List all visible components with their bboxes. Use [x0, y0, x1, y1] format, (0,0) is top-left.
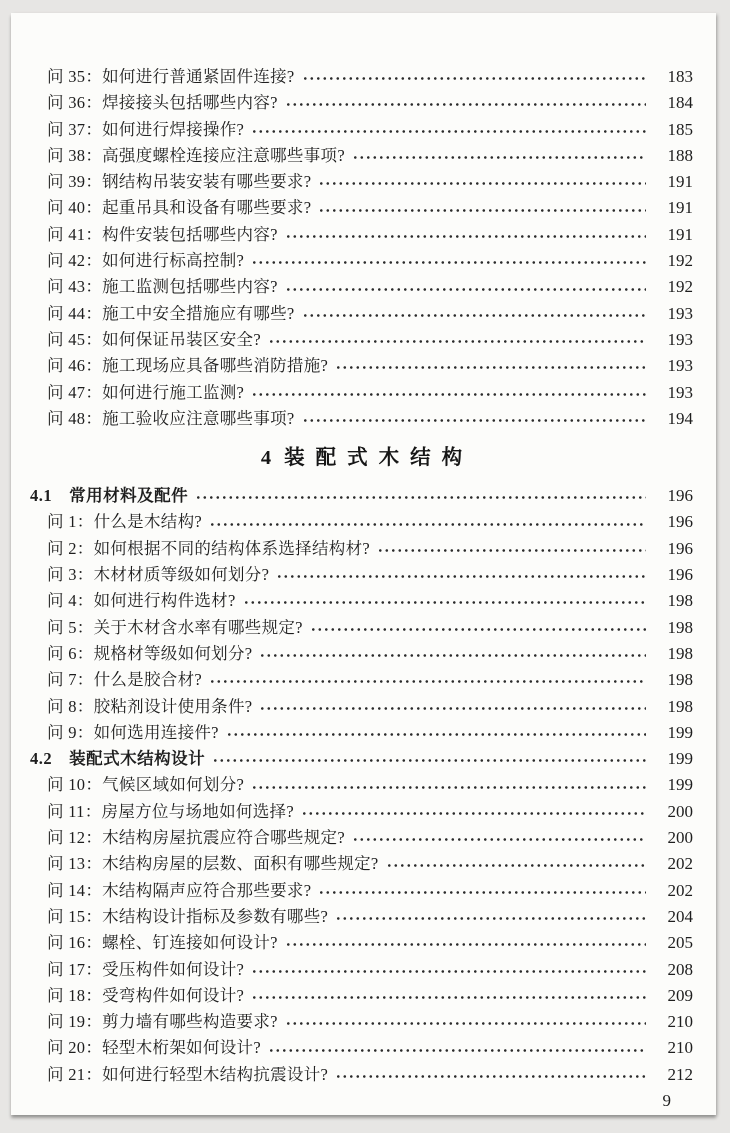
- toc-entry-page-number: 184: [667, 93, 693, 113]
- chapter-heading: [30, 445, 693, 471]
- toc-entry: [30, 851, 693, 877]
- toc-entry-label: 问 41：构件安装包括哪些内容?: [47, 224, 278, 244]
- toc-entry-page-number: 192: [667, 277, 693, 297]
- toc-entry: [30, 772, 693, 798]
- dot-leader: [253, 391, 646, 398]
- toc-entry-label: 问 4：如何进行构件选材?: [47, 591, 236, 611]
- dot-leader: [320, 207, 646, 214]
- toc-entry-label: 问 35：如何进行普通紧固件连接?: [47, 67, 295, 86]
- dot-leader: [354, 836, 646, 843]
- dot-leader: [312, 626, 646, 633]
- toc-entry-label: 问 9：如何选用连接件?: [47, 722, 219, 742]
- toc-entry: [30, 904, 693, 930]
- toc-entry-label: 问 46：施工现场应具备哪些消防措施?: [47, 356, 329, 376]
- toc-entry: [30, 1009, 693, 1035]
- toc-entry: [30, 825, 693, 851]
- toc-entry-label: 问 20：轻型木桁架如何设计?: [47, 1038, 261, 1058]
- dot-leader: [320, 889, 646, 896]
- toc-entry-label: 问 15：木结构设计指标及参数有哪些?: [47, 906, 329, 926]
- page-footer: [30, 1088, 693, 1114]
- toc-entry: [30, 930, 693, 956]
- toc-entry: [30, 588, 693, 614]
- chapter-title: 装配式木结构: [284, 447, 474, 470]
- dot-leader: [287, 1020, 646, 1027]
- toc-entry-page-number: 199: [667, 775, 693, 795]
- toc-entry: [30, 274, 693, 300]
- dot-leader: [287, 286, 646, 293]
- dot-leader: [287, 101, 646, 108]
- chapter-number: 4: [260, 447, 272, 470]
- dot-leader: [337, 915, 646, 922]
- toc-entry: [30, 799, 693, 825]
- toc-entry-page-number: 196: [667, 565, 693, 585]
- toc-entry-page-number: 185: [667, 119, 693, 139]
- toc-entry-label: 问 44：施工中安全措施应有哪些?: [47, 303, 295, 323]
- toc-entry-label: 问 2：如何根据不同的结构体系选择结构材?: [47, 538, 370, 558]
- toc-entry-label: 问 38：高强度螺栓连接应注意哪些事项?: [47, 145, 345, 165]
- toc-entry: [30, 222, 693, 248]
- toc-entry: [30, 483, 693, 509]
- toc-entry: [30, 117, 693, 143]
- toc-entry-label: 问 18：受弯构件如何设计?: [47, 985, 245, 1005]
- toc-entry-page-number: 193: [667, 356, 693, 376]
- toc-entry-page-number: 202: [667, 854, 693, 874]
- toc-entry-label: 问 40：起重吊具和设备有哪些要求?: [47, 198, 312, 218]
- dot-leader: [320, 180, 646, 187]
- toc-entry-label: 问 16：螺栓、钉连接如何设计?: [47, 933, 278, 953]
- dot-leader: [388, 862, 646, 869]
- toc-entry: [30, 90, 693, 116]
- dot-leader: [270, 1047, 646, 1054]
- dot-leader: [304, 312, 646, 319]
- dot-leader: [287, 941, 646, 948]
- toc-entry-label: 问 21：如何进行轻型木结构抗震设计?: [47, 1064, 329, 1084]
- toc-entry: [30, 301, 693, 327]
- toc-entry-page-number: 196: [667, 486, 693, 506]
- toc-entry: [30, 957, 693, 983]
- dot-leader: [304, 417, 646, 424]
- toc-entry-label: 问 14：木结构隔声应符合那些要求?: [47, 880, 312, 900]
- toc-entry-label: 问 37：如何进行焊接操作?: [47, 119, 245, 139]
- toc-entry: [30, 1035, 693, 1061]
- toc-entry: [30, 64, 693, 90]
- toc-entry: [30, 746, 693, 772]
- toc-entry-label: 问 17：受压构件如何设计?: [47, 959, 245, 979]
- toc-entry-page-number: 198: [667, 670, 693, 690]
- toc-entry-label: 问 6：规格材等级如何划分?: [47, 643, 253, 663]
- toc-entry: [30, 878, 693, 904]
- toc-entry: [30, 509, 693, 535]
- toc-entry-page-number: 209: [667, 985, 693, 1005]
- toc-entry: [30, 615, 693, 641]
- dot-leader: [197, 494, 646, 501]
- toc-entry: [30, 641, 693, 667]
- toc-entry: [30, 983, 693, 1009]
- toc-entry-label: 问 3：木材材质等级如何划分?: [47, 565, 270, 585]
- toc-entry-page-number: 191: [667, 198, 693, 218]
- toc-entry: [30, 667, 693, 693]
- toc-entry-page-number: 193: [667, 303, 693, 323]
- toc-entry: [30, 1062, 693, 1088]
- toc-entry-page-number: 205: [667, 933, 693, 953]
- toc-entry-page-number: 199: [667, 722, 693, 742]
- toc-entry: [30, 406, 693, 432]
- toc-entry: [30, 248, 693, 274]
- toc-entry-label: 4.1 常用材料及配件: [30, 486, 189, 506]
- toc-entry-label: 问 8：胶粘剂设计使用条件?: [47, 696, 253, 716]
- toc-entry-page-number: 199: [667, 749, 693, 769]
- dot-leader: [228, 731, 646, 738]
- toc-entry-page-number: 198: [667, 617, 693, 637]
- toc-entry-label: 问 1：什么是木结构?: [47, 512, 202, 532]
- dot-leader: [270, 338, 646, 345]
- toc-entry-page-number: 202: [667, 880, 693, 900]
- dot-leader: [303, 810, 646, 817]
- toc-entry: [30, 536, 693, 562]
- toc-entry-page-number: 208: [667, 959, 693, 979]
- toc-entry-page-number: 210: [667, 1038, 693, 1058]
- toc-entry-label: 4.2 装配式木结构设计: [30, 749, 206, 769]
- dot-leader: [337, 364, 646, 371]
- toc-entry-page-number: 198: [667, 643, 693, 663]
- dot-leader: [253, 784, 646, 791]
- dot-leader: [211, 521, 646, 528]
- toc-entry-label: 问 43：施工监测包括哪些内容?: [47, 277, 278, 297]
- dot-leader: [354, 154, 646, 161]
- dot-leader: [287, 233, 646, 240]
- toc-entry: [30, 380, 693, 406]
- toc-entry-label: 问 47：如何进行施工监测?: [47, 382, 245, 402]
- dot-leader: [278, 573, 646, 580]
- toc-entry-page-number: 200: [667, 801, 693, 821]
- dot-leader: [253, 994, 646, 1001]
- toc-entry-label: 问 11：房屋方位与场地如何选择?: [47, 801, 294, 821]
- toc-entry-page-number: 200: [667, 828, 693, 848]
- dot-leader: [253, 968, 646, 975]
- dot-leader: [261, 652, 646, 659]
- toc-entry-label: 问 12：木结构房屋抗震应符合哪些规定?: [47, 828, 345, 848]
- toc-entry-page-number: 204: [667, 906, 693, 926]
- toc-entry: [30, 353, 693, 379]
- toc-entry-page-number: 198: [667, 696, 693, 716]
- toc-entry-page-number: 193: [667, 382, 693, 402]
- toc-entry-label: 问 48：施工验收应注意哪些事项?: [47, 408, 295, 428]
- toc-entry: [30, 169, 693, 195]
- dot-leader: [379, 547, 646, 554]
- toc-entry-page-number: 193: [667, 329, 693, 349]
- toc-entry-page-number: 194: [667, 408, 693, 428]
- toc-entry-label: 问 10：气候区域如何划分?: [47, 775, 245, 795]
- dot-leader: [253, 128, 646, 135]
- dot-leader: [261, 705, 646, 712]
- toc-entry-page-number: 188: [667, 145, 693, 165]
- toc-entry-label: 问 36：焊接接头包括哪些内容?: [47, 93, 278, 113]
- toc-entry-page-number: 191: [667, 224, 693, 244]
- toc-entry-page-number: 198: [667, 591, 693, 611]
- toc-entry-label: 问 42：如何进行标高控制?: [47, 251, 245, 271]
- toc-entry-page-number: 191: [667, 172, 693, 192]
- toc-entry-label: 问 19：剪力墙有哪些构造要求?: [47, 1012, 278, 1032]
- toc-entry-page-number: 192: [667, 251, 693, 271]
- toc-entry-label: 问 7：什么是胶合材?: [47, 670, 202, 690]
- toc-entry: [30, 720, 693, 746]
- book-page: [11, 13, 716, 1115]
- dot-leader: [214, 757, 646, 764]
- dot-leader: [245, 599, 646, 606]
- toc-entry: [30, 327, 693, 353]
- toc-entry-label: 问 13：木结构房屋的层数、面积有哪些规定?: [47, 854, 379, 874]
- toc-entry-label: 问 5：关于木材含水率有哪些规定?: [47, 617, 303, 637]
- toc-entry-page-number: 210: [667, 1012, 693, 1032]
- dot-leader: [211, 678, 646, 685]
- page-number: 9: [662, 1090, 671, 1110]
- toc-entry: [30, 694, 693, 720]
- toc-entry-page-number: 212: [667, 1064, 693, 1084]
- toc-entry: [30, 143, 693, 169]
- toc-entry-page-number: 183: [667, 67, 693, 86]
- toc-entry-label: 问 39：钢结构吊装安装有哪些要求?: [47, 172, 312, 192]
- dot-leader: [253, 259, 646, 266]
- dot-leader: [337, 1073, 646, 1080]
- toc-entry: [30, 562, 693, 588]
- dot-leader: [304, 75, 646, 82]
- toc-entry: [30, 195, 693, 221]
- toc-entry-page-number: 196: [667, 538, 693, 558]
- toc-entry-label: 问 45：如何保证吊装区安全?: [47, 329, 261, 349]
- toc-list-top: [30, 64, 693, 432]
- toc-entry-page-number: 196: [667, 512, 693, 532]
- toc-list-bottom: [30, 483, 693, 1088]
